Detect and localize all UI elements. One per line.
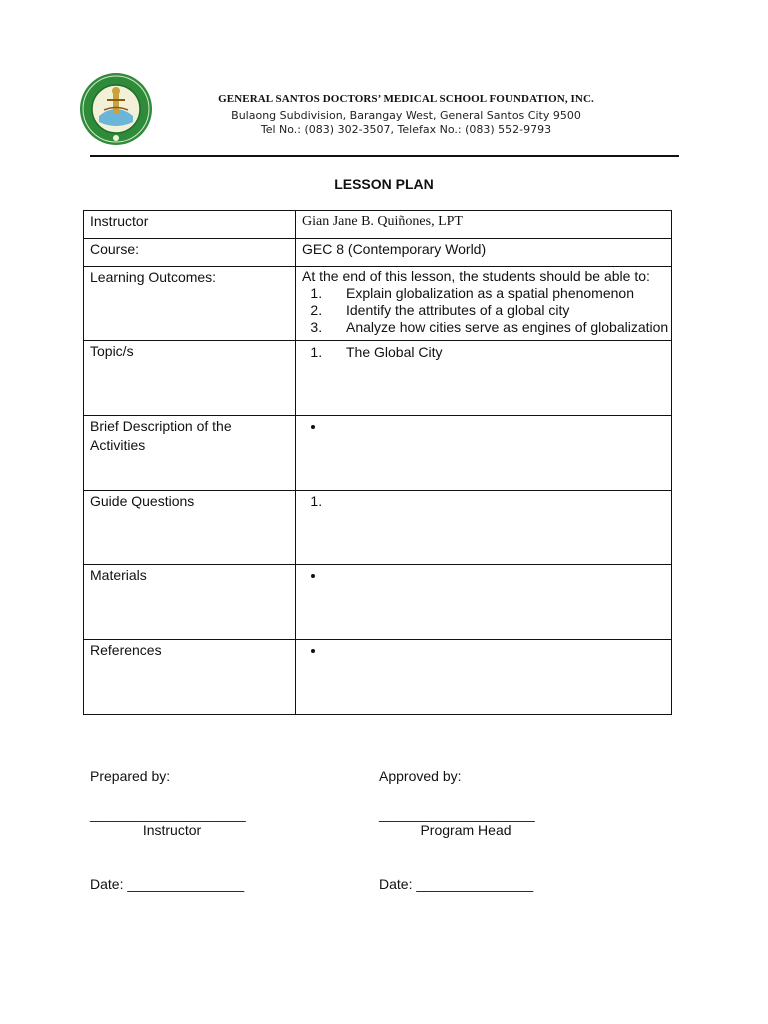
table-row-topics: [84, 341, 672, 416]
topics-list: [302, 343, 671, 362]
guide-value-cell: [296, 491, 672, 565]
activities-value-cell: [296, 416, 672, 491]
approved-role: Program Head: [420, 822, 512, 838]
topics-value-cell: [296, 341, 672, 416]
outcomes-intro: At the end of this lesson, the students should be able to:: [302, 268, 650, 284]
instructor-label: Instructor: [90, 213, 149, 229]
table-row-course: [84, 239, 672, 267]
list-item: 3. Analyze how cities serve as engines of globalization: [326, 319, 671, 336]
outcomes-value-cell: [296, 267, 672, 341]
prepared-signature-line: ____________________: [90, 806, 246, 822]
outcomes-list: [302, 285, 671, 336]
activities-label-cell: [84, 416, 296, 491]
list-item: 2. Identify the attributes of a global city: [326, 302, 671, 319]
topics-label-cell: [84, 341, 296, 416]
instructor-label-cell: [84, 211, 296, 239]
list-item: [326, 566, 671, 585]
approved-signature-line: ____________________: [379, 806, 535, 822]
table-row-guide-questions: [84, 491, 672, 565]
guide-label-cell: [84, 491, 296, 565]
activities-list: [302, 417, 671, 436]
course-value-cell: [296, 239, 672, 267]
guide-list: [302, 492, 671, 511]
instructor-value: Gian Jane B. Quiñones, LPT: [302, 214, 463, 229]
approved-by-label: Approved by:: [379, 768, 462, 784]
organization-name: GENERAL SANTOS DOCTORS’ MEDICAL SCHOOL FOUNDATION, INC.: [218, 93, 594, 105]
instructor-value-cell: [296, 211, 672, 239]
topics-label: Topic/s: [90, 343, 134, 359]
materials-label-cell: [84, 565, 296, 640]
references-value-cell: [296, 640, 672, 715]
materials-label: Materials: [90, 567, 147, 583]
list-item: 1. The Global City: [326, 343, 671, 362]
course-label: Course:: [90, 241, 140, 257]
references-label: References: [90, 642, 162, 658]
outcomes-label: Learning Outcomes:: [90, 269, 217, 285]
prepared-by-label: Prepared by:: [90, 768, 171, 784]
table-row-instructor: [84, 211, 672, 239]
list-item: [326, 641, 671, 660]
course-value: GEC 8 (Contemporary World): [302, 241, 487, 257]
list-item: [326, 492, 671, 511]
table-row-materials: [84, 565, 672, 640]
activities-label: Brief Description of the Activities: [90, 418, 232, 453]
organization-address: Bulaong Subdivision, Barangay West, General Santos City 9500: [231, 109, 581, 122]
prepared-date: Date: _______________: [90, 876, 245, 892]
table-row-outcomes: [84, 267, 672, 341]
course-label-cell: [84, 239, 296, 267]
list-item: 1. Explain globalization as a spatial phenomenon: [326, 285, 671, 302]
outcomes-label-cell: [84, 267, 296, 341]
references-list: [302, 641, 671, 660]
table-row-references: [84, 640, 672, 715]
list-item: [326, 417, 671, 436]
lesson-plan-table: [83, 210, 672, 715]
header-divider: [90, 155, 679, 157]
materials-value-cell: [296, 565, 672, 640]
organization-contact: Tel No.: (083) 302-3507, Telefax No.: (083) 552-9793: [260, 123, 552, 136]
approved-date: Date: _______________: [379, 876, 534, 892]
prepared-role: Instructor: [142, 822, 202, 838]
guide-label: Guide Questions: [90, 493, 195, 509]
materials-list: [302, 566, 671, 585]
school-seal-icon: [79, 72, 153, 146]
references-label-cell: [84, 640, 296, 715]
page-title: LESSON PLAN: [334, 176, 434, 192]
table-row-activities: [84, 416, 672, 491]
